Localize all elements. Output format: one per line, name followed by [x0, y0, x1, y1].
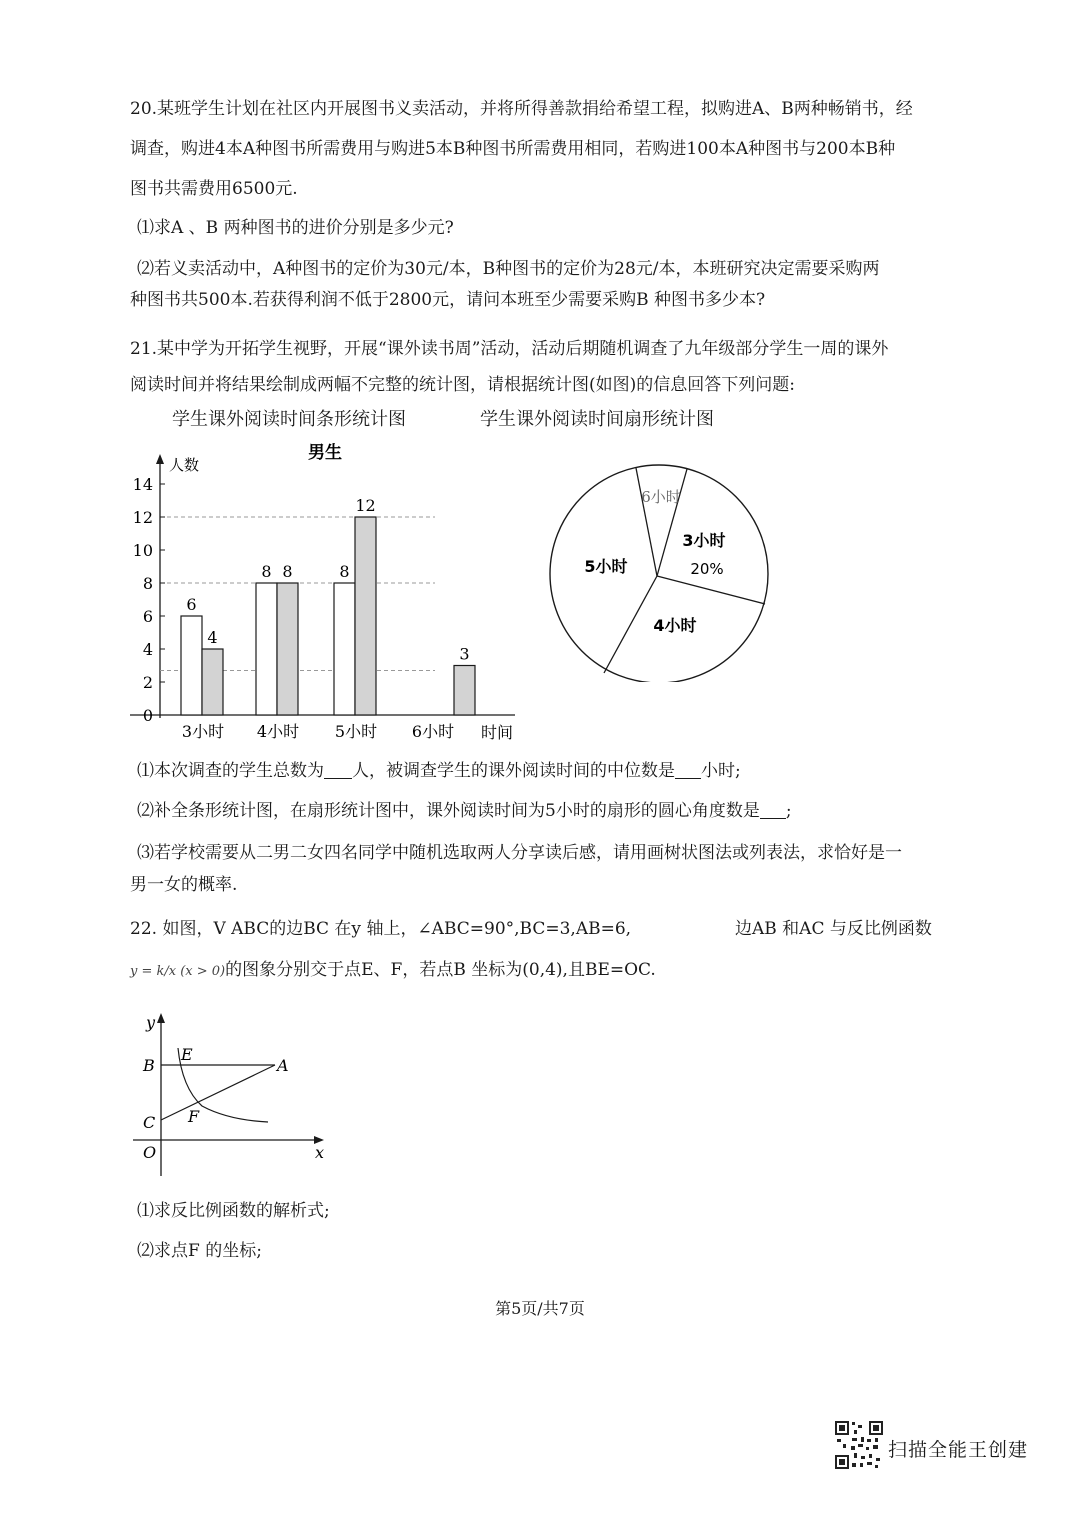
bar-chart-caption: 学生课外阅读时间条形统计图: [172, 409, 406, 430]
q20-line-1: 20.某班学生计划在社区内开展图书义卖活动，并将所得善款捐给希望工程，拟购进A、B两种畅销书，经: [130, 99, 913, 119]
slice-percent-3-hours: 20%: [690, 560, 724, 578]
bar: [277, 583, 298, 715]
slice-label-5-hours: 5小时: [584, 557, 628, 576]
y-tick-label: 14: [132, 475, 153, 494]
q21-part-1-text-a: ⑴本次调查的学生总数为: [137, 761, 324, 781]
bar: [181, 616, 202, 715]
q21-part-1-text-c: 小时;: [701, 761, 741, 781]
label-f: F: [188, 1107, 200, 1126]
category-label: 3小时: [181, 722, 225, 741]
bar-value-label: 6: [186, 595, 197, 614]
y-axis-arrow: [156, 454, 164, 464]
y-tick-label: 8: [142, 574, 153, 593]
q21-part-3-line-2: 男一女的概率.: [130, 875, 238, 895]
label-c: C: [143, 1113, 156, 1132]
answer-blank-total: [324, 761, 352, 779]
label-b: B: [143, 1056, 155, 1075]
q21-line-1: 21.某中学为开拓学生视野，开展“课外读书周”活动，活动后期随机调查了九年级部分学生一周的课外: [130, 339, 889, 359]
q21-part-2: [137, 796, 792, 821]
answer-blank-median: [675, 761, 701, 779]
answer-blank-angle: [760, 801, 786, 819]
q21-line-2: 阅读时间并将结果绘制成两幅不完整的统计图，请根据统计图(如图)的信息回答下列问题:: [130, 375, 795, 395]
q20-line-2: 调查，购进4本A种图书所需费用与购进5本B种图书所需费用相同，若购进100本A种图书与200本B种: [130, 139, 896, 159]
bar: [355, 517, 376, 715]
category-label: 6小时: [411, 722, 455, 741]
geometry-figure: [128, 1008, 333, 1183]
bar: [334, 583, 355, 715]
bar-value-label: 12: [355, 496, 376, 515]
label-e: E: [181, 1045, 193, 1064]
bar-chart: [125, 440, 525, 745]
slice-label-6-hours: 6小时: [641, 488, 681, 506]
pie-chart: [540, 462, 780, 682]
category-label: 5小时: [334, 722, 378, 741]
bar-value-label: 4: [207, 628, 218, 647]
label-x: x: [315, 1143, 325, 1162]
slice-label-3-hours: 3小时: [682, 531, 726, 550]
q22-line-1b: 边AB 和AC 与反比例函数: [735, 919, 932, 939]
bar-value-label: 8: [261, 562, 272, 581]
q21-part-1-text-b: 人，被调查学生的课外阅读时间的中位数是: [352, 761, 675, 781]
y-tick-label: 6: [142, 607, 153, 626]
label-o: O: [143, 1143, 157, 1162]
y-tick-label: 2: [142, 673, 153, 692]
category-label: 4小时: [256, 722, 300, 741]
bar-value-label: 3: [459, 644, 470, 664]
y-tick-label: 10: [132, 541, 153, 560]
q21-part-2-text-a: ⑵补全条形统计图，在扇形统计图中，课外阅读时间为5小时的扇形的圆心角度数是: [137, 801, 760, 821]
q20-part-1: ⑴求A 、B 两种图书的进价分别是多少元?: [137, 218, 454, 238]
q21-part-3-line-1: ⑶若学校需要从二男二女四名同学中随机选取两人分享读后感，请用画树状图法或列表法，求恰好是一: [137, 843, 902, 863]
y-tick-label: 4: [142, 640, 153, 659]
label-a: A: [277, 1056, 289, 1075]
x-axis-label: 时间: [481, 723, 514, 742]
y-axis-label: 人数: [169, 456, 200, 474]
pie-chart-caption: 学生课外阅读时间扇形统计图: [480, 409, 714, 430]
scanner-watermark: 扫描全能王创建: [888, 1439, 1029, 1461]
page-number: 第5页/共7页: [495, 1299, 585, 1318]
bar: [256, 583, 277, 715]
bar-value-label: 8: [339, 562, 350, 581]
y-tick-label: 12: [132, 508, 153, 527]
q20-part-2-line-2: 种图书共500本.若获得利润不低于2800元，请问本班至少需要采购B 种图书多少本?: [130, 290, 766, 310]
q22-line-1a: 22. 如图，V ABC的边BC 在y 轴上，∠ABC=90°,BC=3,AB=6,: [130, 919, 632, 939]
label-y: y: [146, 1013, 156, 1032]
q21-part-2-text-b: ;: [785, 801, 792, 821]
y-axis-arrow: [157, 1013, 165, 1023]
segment-ca: [161, 1065, 275, 1120]
bar-value-label: 8: [282, 562, 293, 581]
bar: [202, 649, 223, 715]
y-tick-label: 0: [142, 706, 153, 725]
chart-title: 男生: [308, 443, 342, 463]
q22-line-2-text: 的图象分别交于点E、F，若点B 坐标为(0,4),且BE=OC.: [225, 960, 656, 980]
q22-part-2: ⑵求点F 的坐标;: [137, 1241, 262, 1261]
q21-part-1: [137, 756, 741, 781]
q22-part-1: ⑴求反比例函数的解析式;: [137, 1201, 330, 1221]
q22-line-2: [130, 955, 656, 980]
bar: [454, 666, 475, 716]
function-formula: y = k/x (x > 0): [130, 964, 226, 979]
q20-line-3: 图书共需费用6500元.: [130, 179, 298, 199]
q20-part-2-line-1: ⑵若义卖活动中，A种图书的定价为30元/本，B种图书的定价为28元/本，本班研究决定需要采购两: [137, 259, 880, 279]
qr-code-icon: [834, 1420, 884, 1470]
slice-label-4-hours: 4小时: [653, 616, 697, 635]
